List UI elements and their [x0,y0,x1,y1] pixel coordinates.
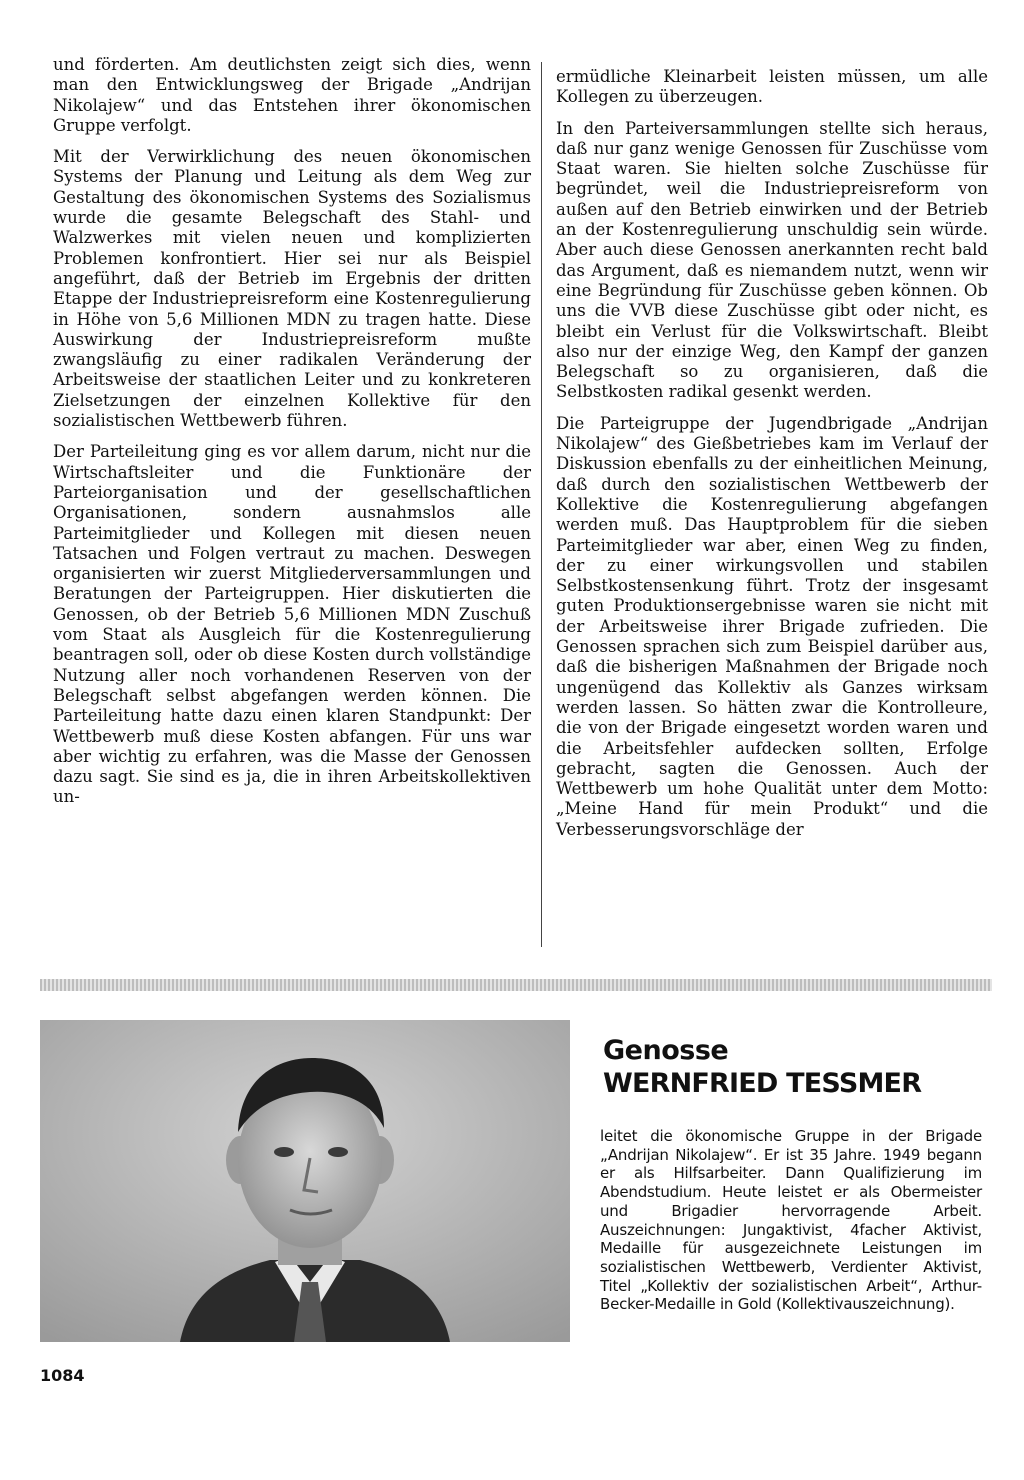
left-column [53,55,531,819]
paragraph: Mit der Verwirklichung des neuen ökonomischen Systems der Planung und Leitung als dem Weg zur Gestaltung des ökonomischen Systems des Sozialismus wurde die gesamte Belegschaft des Stahl- und Walzwerkes mit vielen neuen und komplizierten Problemen konfrontiert. Hier sei nur als Beispiel angeführt, daß der Betrieb im Ergebnis der dritten Etappe der Industriepreisreform eine Kostenregulierung in Höhe von 5,6 Millionen MDN zu tragen hatte. Diese Auswirkung der Industriepreisreform mußte zwangsläufig zu einer radikalen Veränderung der Arbeitsweise der staatlichen Leiter und zu konkreteren Zielsetzungen der einzelnen Kollektive für den sozialistischen Wettbewerb führen. [53,147,531,431]
profile-salutation: Genosse [603,1035,729,1066]
portrait-photo [40,1020,570,1342]
paragraph: In den Parteiversammlungen stellte sich heraus, daß nur ganz wenige Genossen für Zuschüsse vom Staat waren. Sie hielten solche Zuschüsse für begründet, weil die Industriepreisreform von außen auf den Betrieb einwirken und der Betrieb an der Kostenregulierung unschuldig sein würde. Aber auch diese Genossen anerkannten recht bald das Argument, daß es niemandem nutzt, wenn wir eine Begründung für Zuschüsse geben können. Ob uns die VVB diese Zuschüsse gibt oder nicht, es bleibt ein Verlust für die Volkswirtschaft. Bleibt also nur der einzige Weg, den Kampf der ganzen Belegschaft so zu organisieren, daß die Selbstkosten radikal gesenkt werden. [556,118,988,402]
column-divider [541,62,542,947]
paragraph: Der Parteileitung ging es vor allem darum, nicht nur die Wirtschaftsleiter und die Funktionäre der Parteiorganisation und der gesellschaftlichen Organisationen, sondern ausnahmslos alle Parteimitglieder und Kollegen mit diesen neuen Tatsachen und Folgen vertraut zu machen. Deswegen organisierten wir zuerst Mitgliederversammlungen und Beratungen der Parteigruppen. Hier diskutierten die Genossen, ob der Betrieb 5,6 Millionen MDN Zuschuß vom Staat als Ausgleich für die Kostenregulierung beantragen soll, oder ob diese Kosten durch vollständige Nutzung aller noch vorhandenen Reserven von der Belegschaft selbst abgefangen werden können. Die Parteileitung hatte dazu einen klaren Standpunkt: Der Wettbewerb muß diese Kosten abfangen. Für uns war aber wichtig zu erfahren, was die Masse der Genossen dazu sagt. Sie sind es ja, die in ihren Arbeitskollektiven un- [53,442,531,807]
paragraph: und förderten. Am deutlichsten zeigt sich dies, wenn man den Entwicklungsweg der Brigade „Andrijan Nikolajew“ und das Entstehen ihrer ökonomischen Gruppe verfolgt. [53,55,531,135]
portrait-photo-art [40,1020,570,1342]
paragraph: ermüdliche Kleinarbeit leisten müssen, um alle Kollegen zu überzeugen. [556,67,988,107]
page-number: 1084 [40,1366,85,1385]
profile-name: WERNFRIED TESSMER [603,1068,922,1099]
right-column [556,67,988,851]
section-rule [40,979,992,991]
profile-bio: leitet die ökonomische Gruppe in der Brigade „Andrijan Nikolajew“. Er ist 35 Jahre. 1949 begann er als Hilfsarbeiter. Dann Qualifizierung im Abendstudium. Heute leistet er als Obermeister und Brigadier hervorragende Arbeit. Auszeichnungen: Jungaktivist, 4facher Aktivist, Medaille für ausgezeichnete Leistungen im sozialistischen Wettbewerb, Verdienter Aktivist, Titel „Kollektiv der sozialistischen Arbeit“, Arthur-Becker-Medaille in Gold (Kollektivauszeichnung). [600,1127,982,1314]
profile-heading [603,1035,983,1101]
paragraph: Die Parteigruppe der Jugendbrigade „Andrijan Nikolajew“ des Gießbetriebes kam im Verlauf der Diskussion ebenfalls zu der einheitlichen Meinung, daß durch den sozialistischen Wettbewerb der Kollektive die Kostenregulierung abgefangen werden muß. Das Hauptproblem für die sieben Parteimitglieder war aber, einen Weg zu finden, der zu einer wirkungsvollen und stabilen Selbstkostensenkung führt. Trotz der insgesamt guten Produktionsergebnisse waren sie nicht mit der Arbeitsweise ihrer Brigade zufrieden. Die Genossen sprachen sich zum Beispiel darüber aus, daß die bisherigen Maßnahmen der Brigade noch ungenügend das Kollektiv als Ganzes wirksam werden lassen. So hätten zwar die Kontrolleure, die von der Brigade eingesetzt worden waren und die Arbeitsfehler aufdecken sollten, Erfolge gebracht, sagten die Genossen. Auch der Wettbewerb um hohe Qualität unter dem Motto: „Meine Hand für mein Produkt“ und die Verbesserungsvorschläge der [556,413,988,839]
